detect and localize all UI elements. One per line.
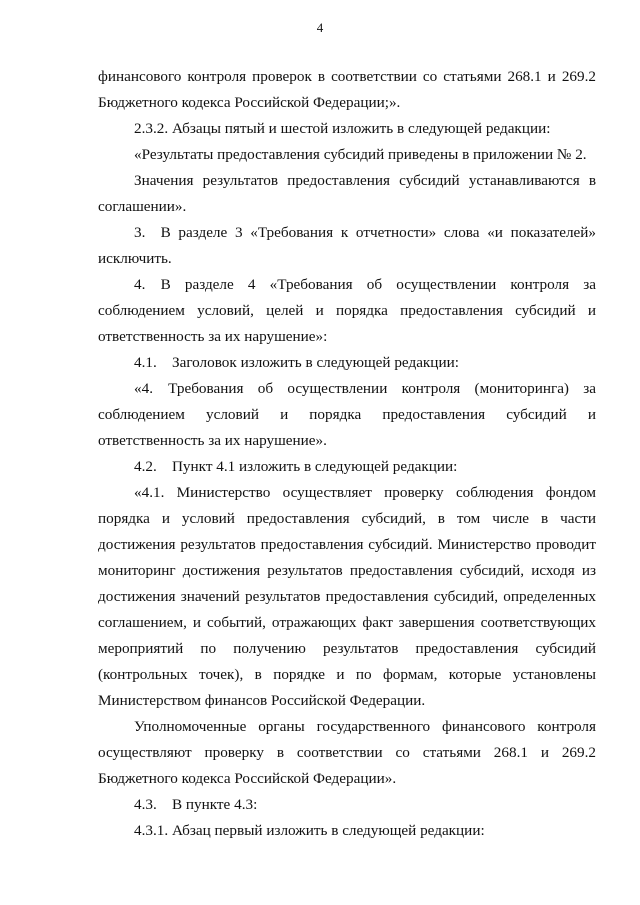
paragraph-4-1: 4.1. Заголовок изложить в следующей редакции: bbox=[134, 354, 459, 371]
paragraph-4-1-quote: «4.1. Министерство осуществляет проверку соблюдения фондом порядка и условий предоставления субсидий, в том числе в части достижения результатов предоставления субсидий. Министерство проводит мониторинг достижения результатов предоставления субсидий, исходя из достижения значений результатов предоставления субсидий, определенных соглашением, и событий, отражающих факт завершения соответствующих мероприятий по получению результатов предоставления субсидий (контрольных точек), в порядке и по формам, которые установлены Министерством финансов Российской Федерации. bbox=[98, 484, 596, 709]
paragraph-authorized-bodies: Уполномоченные органы государственного финансового контроля осуществляют проверку в соответствии со статьями 268.1 и 269.2 Бюджетного кодекса Российской Федерации». bbox=[98, 718, 596, 787]
paragraph-4-3-1: 4.3.1. Абзац первый изложить в следующей редакции: bbox=[134, 822, 485, 839]
paragraph-4-3: 4.3. В пункте 4.3: bbox=[134, 796, 258, 813]
paragraph-continuation: финансового контроля проверок в соответствии со статьями 268.1 и 269.2 Бюджетного кодекса Российской Федерации;». bbox=[98, 68, 596, 111]
document-body bbox=[98, 64, 596, 844]
paragraph-results-appendix: «Результаты предоставления субсидий приведены в приложении № 2. bbox=[134, 146, 587, 163]
page-number: 4 bbox=[316, 20, 324, 35]
paragraph-results-values: Значения результатов предоставления субсидий устанавливаются в соглашении». bbox=[98, 172, 596, 215]
paragraph-2-3-2: 2.3.2. Абзацы пятый и шестой изложить в следующей редакции: bbox=[134, 120, 551, 137]
paragraph-4-heading-quote: «4. Требования об осуществлении контроля (мониторинга) за соблюдением условий и порядка предоставления субсидий и ответственность за их нарушение». bbox=[98, 380, 596, 449]
paragraph-4-2: 4.2. Пункт 4.1 изложить в следующей редакции: bbox=[134, 458, 458, 475]
paragraph-3: 3. В разделе 3 «Требования к отчетности» слова «и показателей» исключить. bbox=[98, 224, 596, 267]
paragraph-4: 4. В разделе 4 «Требования об осуществлении контроля за соблюдением условий, целей и порядка предоставления субсидий и ответственность за их нарушение»: bbox=[98, 276, 596, 345]
